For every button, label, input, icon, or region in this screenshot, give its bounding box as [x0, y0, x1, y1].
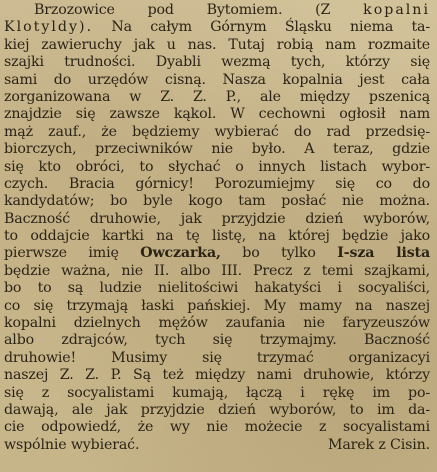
article-line: się z socyalistami kumają, łączą i rękę im po-: [4, 384, 430, 401]
article-line: bo to są ludzie nielitościwi hakatyści i socyaliści,: [4, 280, 430, 297]
article-line: Baczność druhowie, jak przyjdzie dzień wyborów,: [4, 210, 430, 227]
article-line: to oddajcie kartki na tę listę, na której będzie jako: [4, 228, 430, 245]
article-line: znajdzie się zawsze kąkol. W cechowni ogłosił nam: [4, 106, 430, 123]
signature: Marek z Cisin.: [327, 436, 430, 453]
article-line: zorganizowana w Z. Z. P., ale między pszenicą: [4, 88, 430, 105]
article-line: się kto obróci, to słychać o innych listach wybor-: [4, 158, 430, 175]
article-line: [4, 2, 430, 19]
mine-word: kopalni: [363, 2, 430, 18]
article-line: dawają, ale jak przyjdzie dzień wyborów, to im da-: [4, 401, 430, 418]
article-line: sami do urzędów cisną. Nasza kopalnia jest cała: [4, 71, 430, 88]
mine-name: Klotyldy).: [4, 19, 94, 36]
article-line: biorczych, przeciwników nie było. A teraz, gdzie: [4, 141, 430, 158]
article-body: [4, 2, 430, 454]
list-number: I-sza lista: [337, 245, 430, 262]
article-line: pierwsze imię Owczarka, bo tylko I-sza lista: [4, 245, 430, 262]
candidate-name: Owczarka,: [140, 245, 221, 262]
article-line: kandydatów; bo byle kogo tam posłać nie można.: [4, 193, 430, 210]
article-line: szajki trudności. Dyabli wezmą tych, którzy się: [4, 54, 430, 71]
place-heading: Brzozowice pod Bytomiem.: [34, 2, 283, 18]
article-line: kopalni dzielnych mężów zaufania nie faryzeuszów: [4, 315, 430, 332]
article-line: co się trzymają łaski pańskiej. My mamy na naszej: [4, 297, 430, 314]
mine-prefix: (Z: [315, 2, 331, 18]
article-line: będzie ważna, nie II. albo III. Precz z temi szajkami,: [4, 262, 430, 279]
article-line: cie odpowiedź, że wy nie możecie z socyalistami: [4, 419, 430, 436]
article-line: wspólnie wybierać. Marek z Cisin.: [4, 436, 430, 453]
article-line: mąż zauf., że będziemy wybierać do rad przedsię-: [4, 123, 430, 140]
article-line: kiej zawieruchy jak u nas. Tutaj robią nam rozmaite: [4, 36, 430, 53]
article-line: Klotyldy). Na całym Górnym Śląsku niema ta-: [4, 19, 430, 36]
article-line: naszej Z. Z. P. Są też między nami druhowie, którzy: [4, 367, 430, 384]
article-line: czych. Bracia górnicy! Porozumiejmy się co do: [4, 175, 430, 192]
article-line: albo zdrajców, tych się trzymajmy. Baczność: [4, 332, 430, 349]
article-line: druhowie! Musimy się trzymać organizacyi: [4, 349, 430, 366]
